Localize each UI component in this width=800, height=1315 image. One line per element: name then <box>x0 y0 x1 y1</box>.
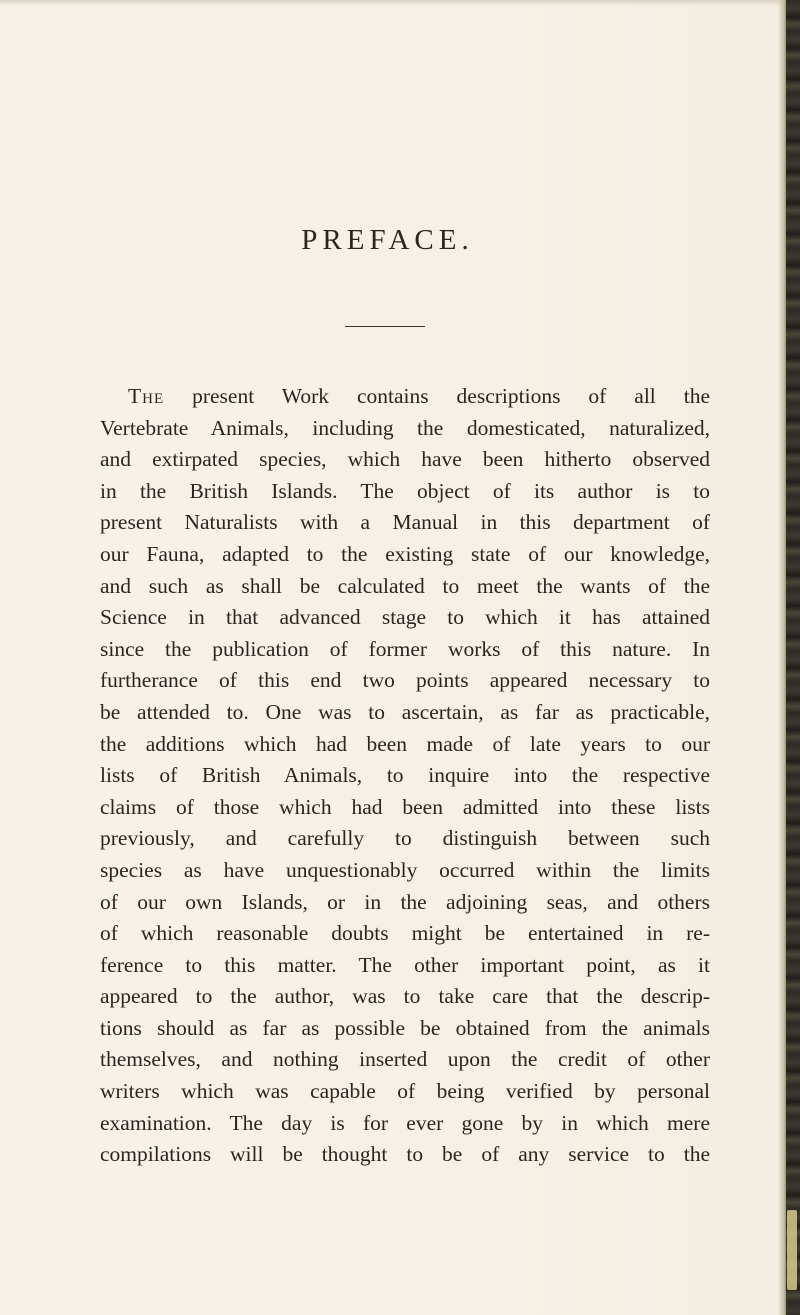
text-line-23: writers which was capable of being verified by personal <box>100 1079 710 1104</box>
text-line-3: and extirpated species, which have been hitherto observed <box>100 447 710 472</box>
text-line-21: tions should as far as possible be obtained from the animals <box>100 1015 710 1040</box>
text-line-22: themselves, and nothing inserted upon the credit of other <box>100 1047 710 1072</box>
text-line-18: of which reasonable doubts might be entertained in re- <box>100 921 710 946</box>
text-line-1 <box>100 381 710 413</box>
text-line-11: be attended to. One was to ascertain, as far as practicable, <box>100 699 710 724</box>
text-line-5: present Naturalists with a Manual in this department of <box>100 510 710 535</box>
text-line-4: in the British Islands. The object of its author is to <box>100 478 710 503</box>
page-top-edge <box>0 0 800 6</box>
page-gutter-shadow <box>778 0 786 1315</box>
text-line-12: the additions which had been made of late years to our <box>100 731 710 756</box>
text-line-8: Science in that advanced stage to which it has attained <box>100 605 710 630</box>
text-line-14: claims of those which had been admitted into these lists <box>100 794 710 819</box>
text-line-13: lists of British Animals, to inquire into the respective <box>100 763 710 788</box>
binding-label-mark <box>787 1210 797 1290</box>
preface-heading: PREFACE. <box>301 224 474 256</box>
text-line-9: since the publication of former works of this nature. In <box>100 636 710 661</box>
text-line-25: compilations will be thought to be of any service to the <box>100 1142 710 1167</box>
text-line-15: previously, and carefully to distinguish between such <box>100 826 710 851</box>
heading-rule-divider <box>345 326 425 327</box>
opening-word: The <box>128 384 165 408</box>
book-binding-edge <box>786 0 800 1315</box>
text-line-7: and such as shall be calculated to meet the wants of the <box>100 573 710 598</box>
text-line-19: ference to this matter. The other important point, as it <box>100 952 710 977</box>
text-line-24: examination. The day is for ever gone by in which mere <box>100 1110 710 1135</box>
text-line-16: species as have unquestionably occurred within the limits <box>100 857 710 882</box>
text-line-17: of our own Islands, or in the adjoining seas, and others <box>100 889 710 914</box>
text-line-10: furtherance of this end two points appeared necessary to <box>100 668 710 693</box>
line-1-rest: present Work contains descriptions of all the <box>164 384 710 408</box>
text-line-20: appeared to the author, was to take care that the descrip- <box>100 984 710 1009</box>
text-line-2: Vertebrate Animals, including the domesticated, naturalized, <box>100 415 710 440</box>
preface-body <box>100 381 710 1171</box>
text-line-6: our Fauna, adapted to the existing state of our knowledge, <box>100 541 710 566</box>
